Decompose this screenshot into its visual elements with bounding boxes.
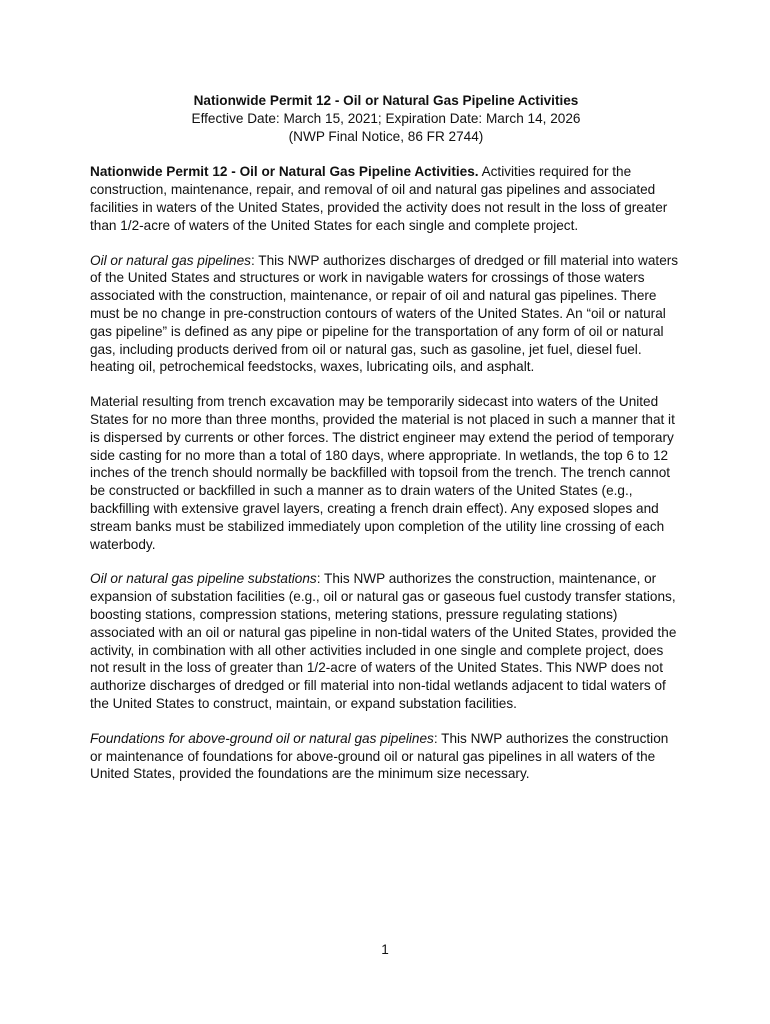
paragraph-permit-summary — [90, 163, 682, 234]
document-header — [90, 92, 682, 145]
document-title: Nationwide Permit 12 - Oil or Natural Gas Pipeline Activities — [193, 93, 579, 108]
paragraph-lead: Nationwide Permit 12 - Oil or Natural Gas Pipeline Activities. — [90, 164, 479, 180]
paragraph-lead: Foundations for above-ground oil or natural gas pipelines — [90, 730, 434, 746]
paragraph-pipelines — [90, 252, 682, 377]
effective-dates: Effective Date: March 15, 2021; Expiration Date: March 14, 2026 — [191, 110, 581, 126]
paragraph-trench-excavation — [90, 393, 682, 553]
final-notice-reference: (NWP Final Notice, 86 FR 2744) — [288, 128, 484, 144]
paragraph-text: : This NWP authorizes the construction or maintenance of foundations for above-ground oil or natural gas pipelines in all waters of the United States, provided the foundations are the minimum size necessary. — [90, 730, 669, 782]
paragraph-lead: Oil or natural gas pipeline substations — [90, 571, 317, 587]
paragraph-text: Material resulting from trench excavation may be temporarily sidecast into waters of the United States for no more than three months, provided the material is not placed in such a manner that it is dispersed by currents or other forces. The district engineer may extend the period of temporary side casting for no more than a total of 180 days, where appropriate. In wetlands, the top 6 to 12 inches of the trench should normally be backfilled with topsoil from the trench. The trench cannot be constructed or backfilled in such a manner as to drain waters of the United States (e.g., backfilling with extensive gravel layers, creating a french drain effect). Any exposed slopes and stream banks must be stabilized immediately upon completion of the utility line crossing of each waterbody. — [90, 394, 675, 552]
paragraph-text: : This NWP authorizes discharges of dredged or fill material into waters of the United States and structures or work in navigable waters for crossings of those waters associated with the construction, maintenance, or repair of oil and natural gas pipelines. There must be no change in pre-construction contours of waters of the United States. An “oil or natural gas pipeline” is defined as any pipe or pipeline for the transportation of any form of oil or natural gas, including products derived from oil or natural gas, such as gasoline, jet fuel, diesel fuel. heating oil, petrochemical feedstocks, waxes, lubricating oils, and asphalt. — [90, 252, 679, 375]
paragraph-text: : This NWP authorizes the construction, maintenance, or expansion of substation facilities (e.g., oil or natural gas or gaseous fuel custody transfer stations, boosting stations, compression stations, metering stations, pressure regulating stations) associated with an oil or natural gas pipeline in non-tidal waters of the United States, provided the activity, in combination with all other activities included in one single and complete project, does not result in the loss of greater than 1/2-acre of waters of the United States. This NWP does not authorize discharges of dredged or fill material into non-tidal wetlands adjacent to tidal waters of the United States to construct, maintain, or expand substation facilities. — [90, 571, 677, 711]
paragraph-text: Activities required for the construction, maintenance, repair, and removal of oil and natural gas pipelines and associated facilities in waters of the United States, provided the activity does not result in the loss of greater than 1/2-acre of waters of the United States for each single and complete project. — [90, 164, 668, 233]
document-page — [90, 92, 682, 800]
page-number: 1 — [381, 942, 389, 957]
paragraph-lead: Oil or natural gas pipelines — [90, 252, 251, 268]
paragraph-substations — [90, 570, 682, 712]
paragraph-foundations — [90, 730, 682, 783]
